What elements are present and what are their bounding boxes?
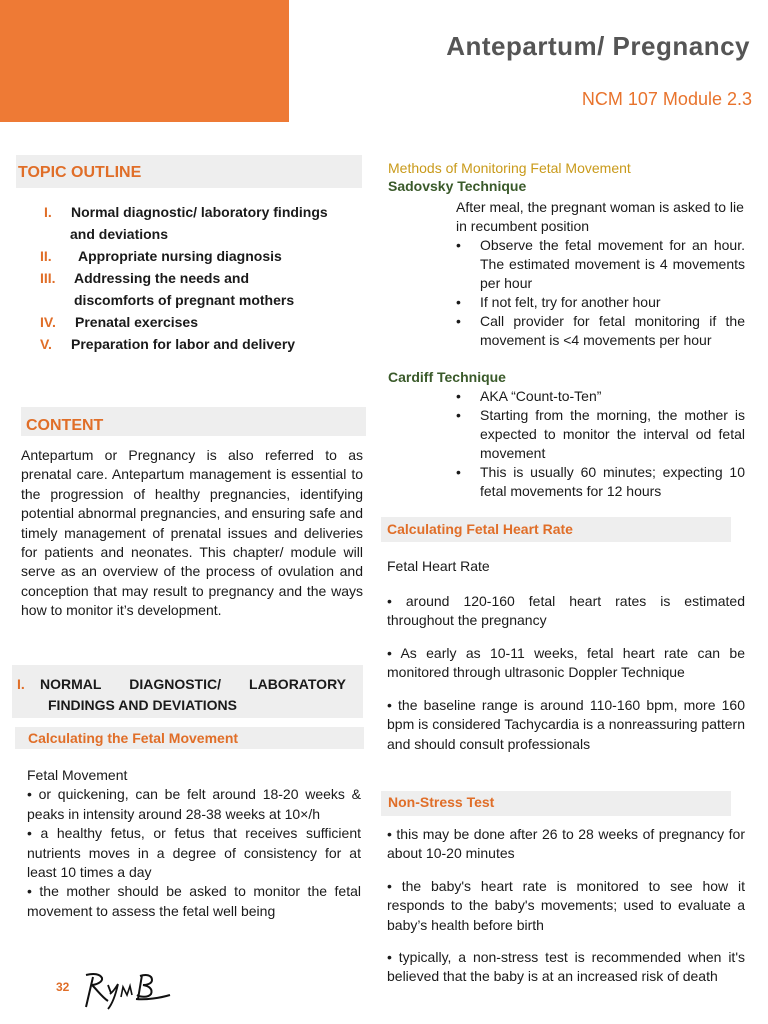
fetal-movement-label: Fetal Movement bbox=[27, 767, 128, 783]
list-item: • or quickening, can be felt around 18-20 weeks & peaks in intensity around 28-38 weeks at 10×/h bbox=[27, 786, 361, 822]
fhr-paragraph: • the baseline range is around 110-160 bpm, more 160 bpm is considered Tachycardia is a nonreassuring pattern and should consult professionals bbox=[387, 697, 745, 752]
sadovsky-intro: After meal, the pregnant woman is asked to lie in recumbent position bbox=[456, 199, 744, 234]
monitoring-heading: Methods of Monitoring Fetal Movement bbox=[388, 160, 631, 176]
list-item: • This is usually 60 minutes; expecting 10 fetal movements for 12 hours bbox=[456, 463, 745, 501]
fhr-heading: Calculating Fetal Heart Rate bbox=[381, 517, 731, 542]
fhr-paragraph: • As early as 10-11 weeks, fetal heart rate can be monitored through ultrasonic Doppler Technique bbox=[387, 645, 745, 681]
nst-paragraph: • this may be done after 26 to 28 weeks of pregnancy for about 10-20 minutes bbox=[387, 826, 745, 862]
content-heading: CONTENT bbox=[21, 407, 366, 436]
cardiff-title: Cardiff Technique bbox=[388, 369, 506, 385]
fhr-paragraph: • around 120-160 fetal heart rates is estimated throughout the pregnancy bbox=[387, 593, 745, 629]
list-item: • the mother should be asked to monitor the fetal movement to assess the fetal well being bbox=[27, 883, 361, 919]
cardiff-list bbox=[456, 387, 745, 501]
list-item: • Starting from the morning, the mother is expected to monitor the interval od fetal movement bbox=[456, 406, 745, 463]
content-paragraph: Antepartum or Pregnancy is also referred to as prenatal care. Antepartum management is essential to the progression of healthy pregnancies, identifying potential abnormal pregnancies, and ensuring safe and timely management of prenatal issues and deliveries for patients and neonates. This chapter/ module will serve as an overview of the process of ovulation and conception that may result to pregnancy and the ways how to monitor it’s development. bbox=[21, 447, 363, 619]
list-item: • Call provider for fetal monitoring if the movement is <4 movements per hour bbox=[456, 312, 745, 350]
nst-paragraph: • typically, a non-stress test is recommended when it's believed that the baby is at an increased risk of death bbox=[387, 949, 745, 985]
module-subtitle: NCM 107 Module 2.3 bbox=[581, 89, 752, 109]
fhr-label: Fetal Heart Rate bbox=[387, 558, 490, 574]
topic-outline-heading: TOPIC OUTLINE bbox=[16, 155, 362, 188]
section-heading: I. NORMAL DIAGNOSTIC/ LABORATORY FINDINGS AND DEVIATIONS bbox=[12, 665, 363, 718]
signature-image bbox=[80, 965, 175, 1013]
list-item: • a healthy fetus, or fetus that receives sufficient nutrients moves in a degree of consistency for at least 10 times a day bbox=[27, 825, 361, 881]
list-item: • Observe the fetal movement for an hour. The estimated movement is 4 movements per hour bbox=[456, 236, 745, 293]
list-item: • AKA “Count-to-Ten” bbox=[456, 387, 745, 406]
sadovsky-list bbox=[456, 236, 745, 350]
nst-heading: Non-Stress Test bbox=[381, 791, 731, 816]
fetal-movement-text bbox=[27, 766, 361, 921]
sadovsky-title: Sadovsky Technique bbox=[388, 178, 527, 194]
nst-paragraph: • the baby's heart rate is monitored to see how it responds to the baby's movements; used to evaluate a baby’s health before birth bbox=[387, 878, 745, 933]
header-accent-block bbox=[0, 0, 289, 122]
page-number: 32 bbox=[56, 980, 70, 994]
list-item: • If not felt, try for another hour bbox=[456, 293, 745, 312]
fetal-movement-heading: Calculating the Fetal Movement bbox=[15, 727, 364, 749]
page-title: Antepartum/ Pregnancy bbox=[446, 31, 750, 61]
